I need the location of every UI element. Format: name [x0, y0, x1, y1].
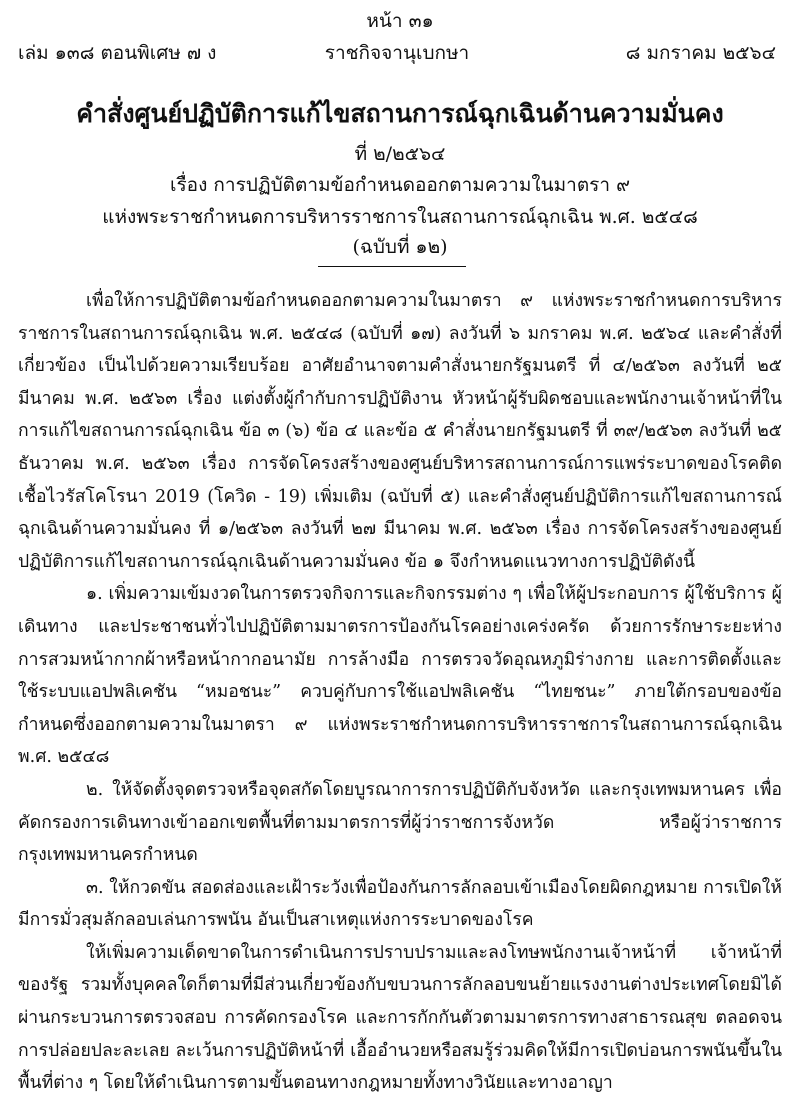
- document-title: คำสั่งศูนย์ปฏิบัติการแก้ไขสถานการณ์ฉุกเฉินด้านความมั่นคง: [76, 99, 724, 128]
- subject-line-2: แห่งพระราชกำหนดการบริหารราชการในสถานการณ์ฉุกเฉิน พ.ศ. ๒๕๔๘: [102, 206, 698, 228]
- order-number: ที่ ๒/๒๕๖๔: [354, 143, 446, 165]
- page-number: หน้า ๓๑: [366, 10, 434, 32]
- subject-line-1: เรื่อง การปฏิบัติตามข้อกำหนดออกตามความในมาตรา ๙: [169, 174, 631, 196]
- publication-name: ราชกิจจานุเบกษา: [324, 42, 470, 64]
- document-body: [18, 285, 782, 1100]
- clause-3-continuation: ให้เพิ่มความเด็ดขาดในการดำเนินการปราบปรามและลงโทษพนักงานเจ้าหน้าที่ เจ้าหน้าที่ของรัฐ รวมทั้งบุคคลใดก็ตามที่มีส่วนเกี่ยวข้องกับขบวนการลักลอบขนย้ายแรงงานต่างประเทศโดยมิได้ผ่านกระบวนการตรวจสอบ การคัดกรองโรค และการกักกันตัวตามมาตรการทางสาธารณสุข ตลอดจนการปล่อยปละละเลย ละเว้นการปฏิบัติหน้าที่ เอื้ออำนวยหรือสมรู้ร่วมคิดให้มีการเปิดบ่อนการพนันขึ้นในพื้นที่ต่าง ๆ โดยให้ดำเนินการตามขั้นตอนทางกฎหมายทั้งทางวินัยและทางอาญา: [18, 942, 782, 1094]
- preamble-paragraph: เพื่อให้การปฏิบัติตามข้อกำหนดออกตามความในมาตรา ๙ แห่งพระราชกำหนดการบริหารราชการในสถานการณ์ฉุกเฉิน พ.ศ. ๒๕๔๘ (ฉบับที่ ๑๗) ลงวันที่ ๖ มกราคม พ.ศ. ๒๕๖๔ และคำสั่งที่เกี่ยวข้อง เป็นไปด้วยความเรียบร้อย อาศัยอำนาจตามคำสั่งนายกรัฐมนตรี ที่ ๔/๒๕๖๓ ลงวันที่ ๒๕ มีนาคม พ.ศ. ๒๕๖๓ เรื่อง แต่งตั้งผู้กำกับการปฏิบัติงาน หัวหน้าผู้รับผิดชอบและพนักงานเจ้าหน้าที่ในการแก้ไขสถานการณ์ฉุกเฉิน ข้อ ๓ (๖) ข้อ ๔ และข้อ ๕ คำสั่งนายกรัฐมนตรี ที่ ๓๙/๒๕๖๓ ลงวันที่ ๒๕ ธันวาคม พ.ศ. ๒๕๖๓ เรื่อง การจัดโครงสร้างของศูนย์บริหารสถานการณ์การแพร่ระบาดของโรคติดเชื้อไวรัสโคโรนา 2019 (โควิด - 19) เพิ่มเติม (ฉบับที่ ๕) และคำสั่งศูนย์ปฏิบัติการแก้ไขสถานการณ์ฉุกเฉินด้านความมั่นคง ที่ ๑/๒๕๖๓ ลงวันที่ ๒๗ มีนาคม พ.ศ. ๒๕๖๓ เรื่อง การจัดโครงสร้างของศูนย์ปฏิบัติการแก้ไขสถานการณ์ฉุกเฉินด้านความมั่นคง ข้อ ๑ จึงกำหนดแนวทางการปฏิบัติดังนี้: [18, 291, 782, 572]
- clause-3: ๓. ให้กวดขัน สอดส่องและเฝ้าระวังเพื่อป้องกันการลักลอบเข้าเมืองโดยผิดกฎหมาย การเปิดให้มีการมั่วสุมลักลอบเล่นการพนัน อันเป็นสาเหตุแห่งการระบาดของโรค: [18, 877, 782, 931]
- publication-date: ๘ มกราคม ๒๕๖๔: [625, 42, 776, 64]
- title-divider: [318, 266, 466, 267]
- edition-label: (ฉบับที่ ๑๒): [352, 236, 448, 258]
- clause-2: ๒. ให้จัดตั้งจุดตรวจหรือจุดสกัดโดยบูรณาการการปฏิบัติกับจังหวัด และกรุงเทพมหานคร เพื่อคัดกรองการเดินทางเข้าออกเขตพื้นที่ตามมาตรการที่ผู้ว่าราชการจังหวัด หรือผู้ว่าราชการกรุงเทพมหานครกำหนด: [18, 779, 782, 866]
- gazette-header: [18, 38, 776, 66]
- clause-1: ๑. เพิ่มความเข้มงวดในการตรวจกิจการและกิจกรรมต่าง ๆ เพื่อให้ผู้ประกอบการ ผู้ใช้บริการ ผู้เดินทาง และประชาชนทั่วไปปฏิบัติตามมาตรการป้องกันโรคอย่างเคร่งครัด ด้วยการรักษาระยะห่าง การสวมหน้ากากผ้าหรือหน้ากากอนามัย การล้างมือ การตรวจวัดอุณหภูมิร่างกาย และการติดตั้งและใช้ระบบแอปพลิเคชัน “หมอชนะ” ควบคู่กับการใช้แอปพลิเคชัน “ไทยชนะ” ภายใต้กรอบของข้อกำหนดซึ่งออกตามความในมาตรา ๙ แห่งพระราชกำหนดการบริหารราชการในสถานการณ์ฉุกเฉิน พ.ศ. ๒๕๔๘: [18, 584, 782, 768]
- volume-issue: เล่ม ๑๓๘ ตอนพิเศษ ๗ ง: [18, 42, 217, 64]
